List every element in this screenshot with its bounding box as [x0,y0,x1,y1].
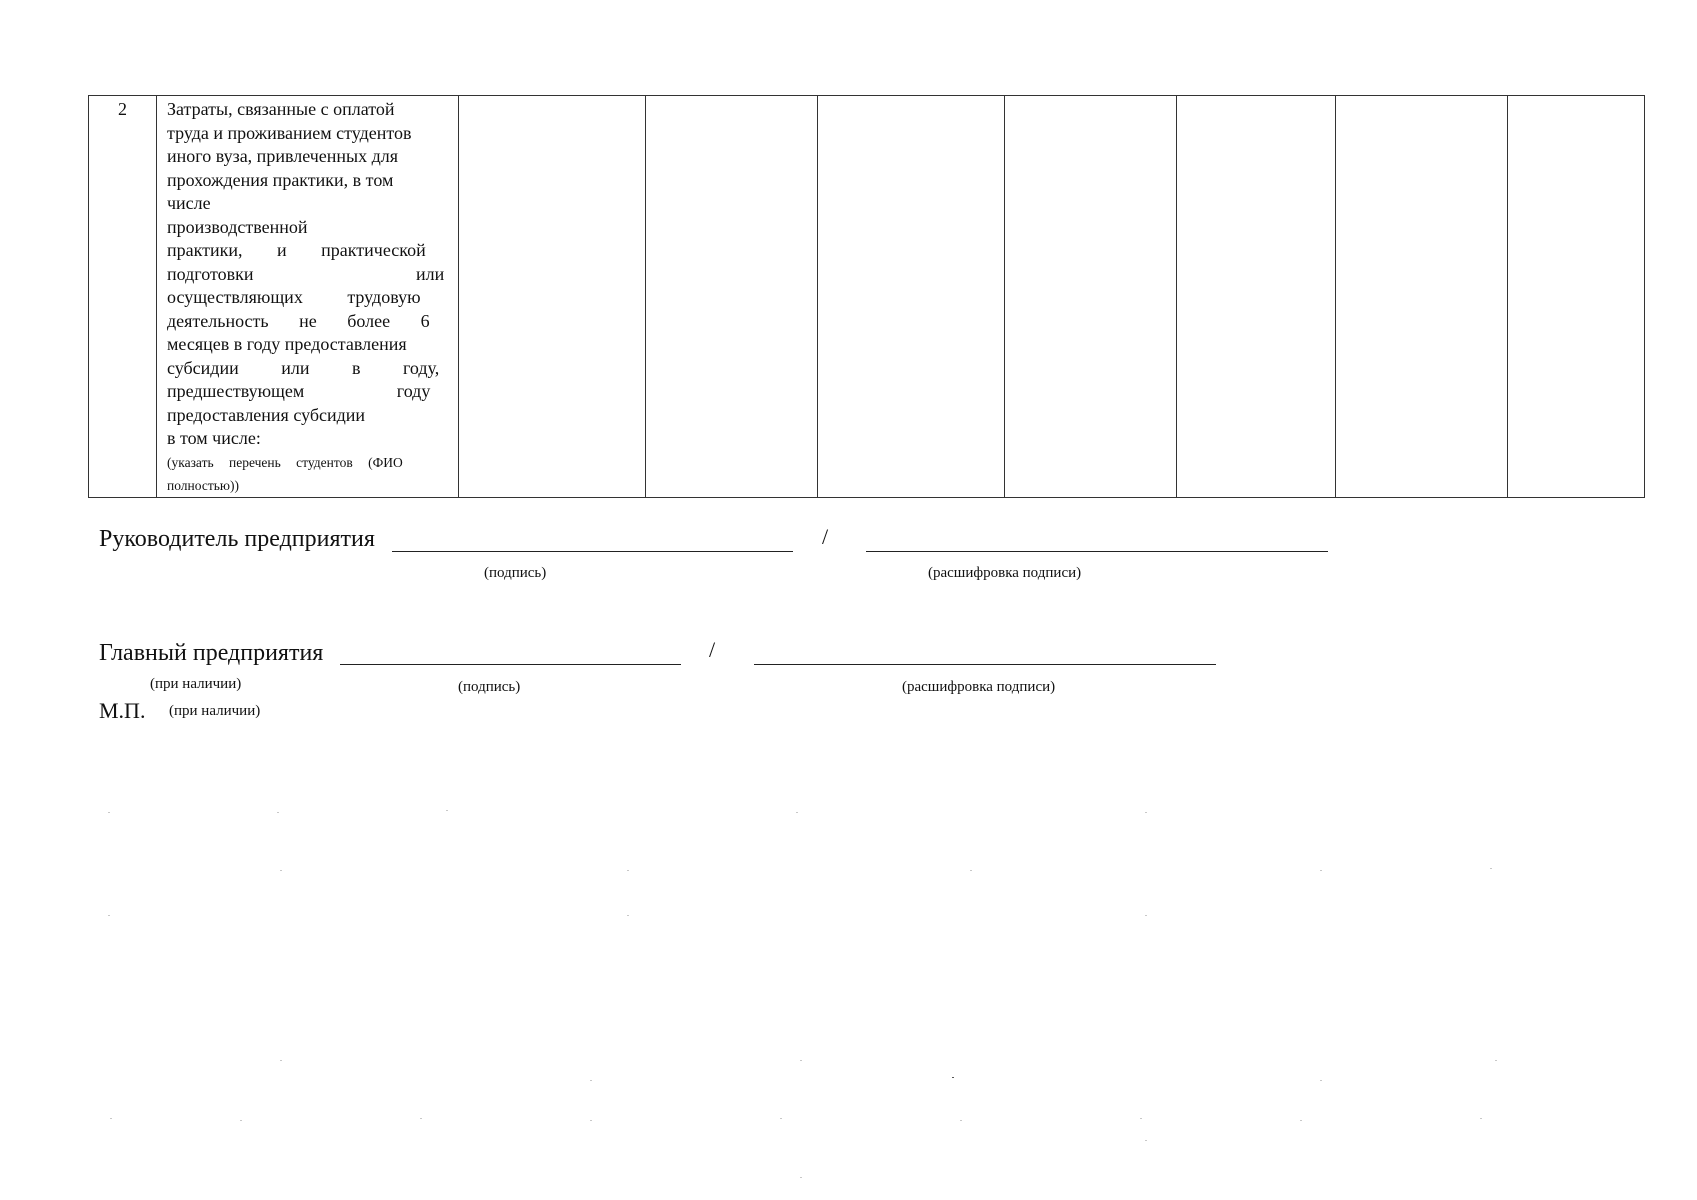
table-row [89,96,1645,498]
chief-if-available: (при наличии) [150,676,242,692]
description-line: практики, и практической [167,240,426,260]
chief-signature-slash: / [709,637,716,662]
description-line: деятельность не более 6 [167,310,430,331]
head-decode-caption: (расшифровка подписи) [928,565,1082,581]
empty-cell [1005,96,1177,498]
row-description-cell [157,96,459,498]
empty-cell [1177,96,1336,498]
description-note: (указать перечень студентов (ФИО [167,454,403,470]
description-line: предоставления субсидии [167,404,366,425]
description-line: подготовки или [167,263,445,284]
empty-cell [1336,96,1508,498]
empty-cell [1508,96,1645,498]
chief-decode-line[interactable] [754,664,1216,665]
description-note: полностью)) [167,477,239,493]
description-line: предшествующем году [167,381,431,401]
empty-cell [818,96,1005,498]
row-number-cell [89,96,157,498]
description-line: иного вуза, привлеченных для [167,146,399,166]
chief-signature-label: Главный предприятия [99,640,324,666]
description-line: месяцев в году предоставления [167,334,407,354]
empty-cell [459,96,646,498]
row-number: 2 [118,99,127,119]
empty-cell [646,96,818,498]
head-signature-label: Руководитель предприятия [99,526,375,552]
head-signature-slash: / [822,524,829,549]
stamp-if-available: (при наличии) [169,703,261,719]
cost-table [88,95,1645,498]
head-decode-line[interactable] [866,551,1328,552]
description-line: Затраты, связанные с оплатой [167,99,395,119]
description-line [167,192,448,239]
head-sign-caption: (подпись) [484,565,547,581]
description-line: в том числе: [167,428,261,448]
chief-sign-caption: (подпись) [458,679,521,695]
description-line-word: числе производственной [167,193,308,237]
stamp-label: М.П. [99,698,146,723]
description-line: субсидии или в году, [167,357,440,378]
description-line: осуществляющих трудовую [167,287,421,307]
chief-signature-line[interactable] [340,664,681,665]
head-signature-line[interactable] [392,551,793,552]
chief-decode-caption: (расшифровка подписи) [902,679,1056,695]
description-line: прохождения практики, в том [167,169,394,190]
description-line: труда и проживанием студентов [167,122,412,143]
